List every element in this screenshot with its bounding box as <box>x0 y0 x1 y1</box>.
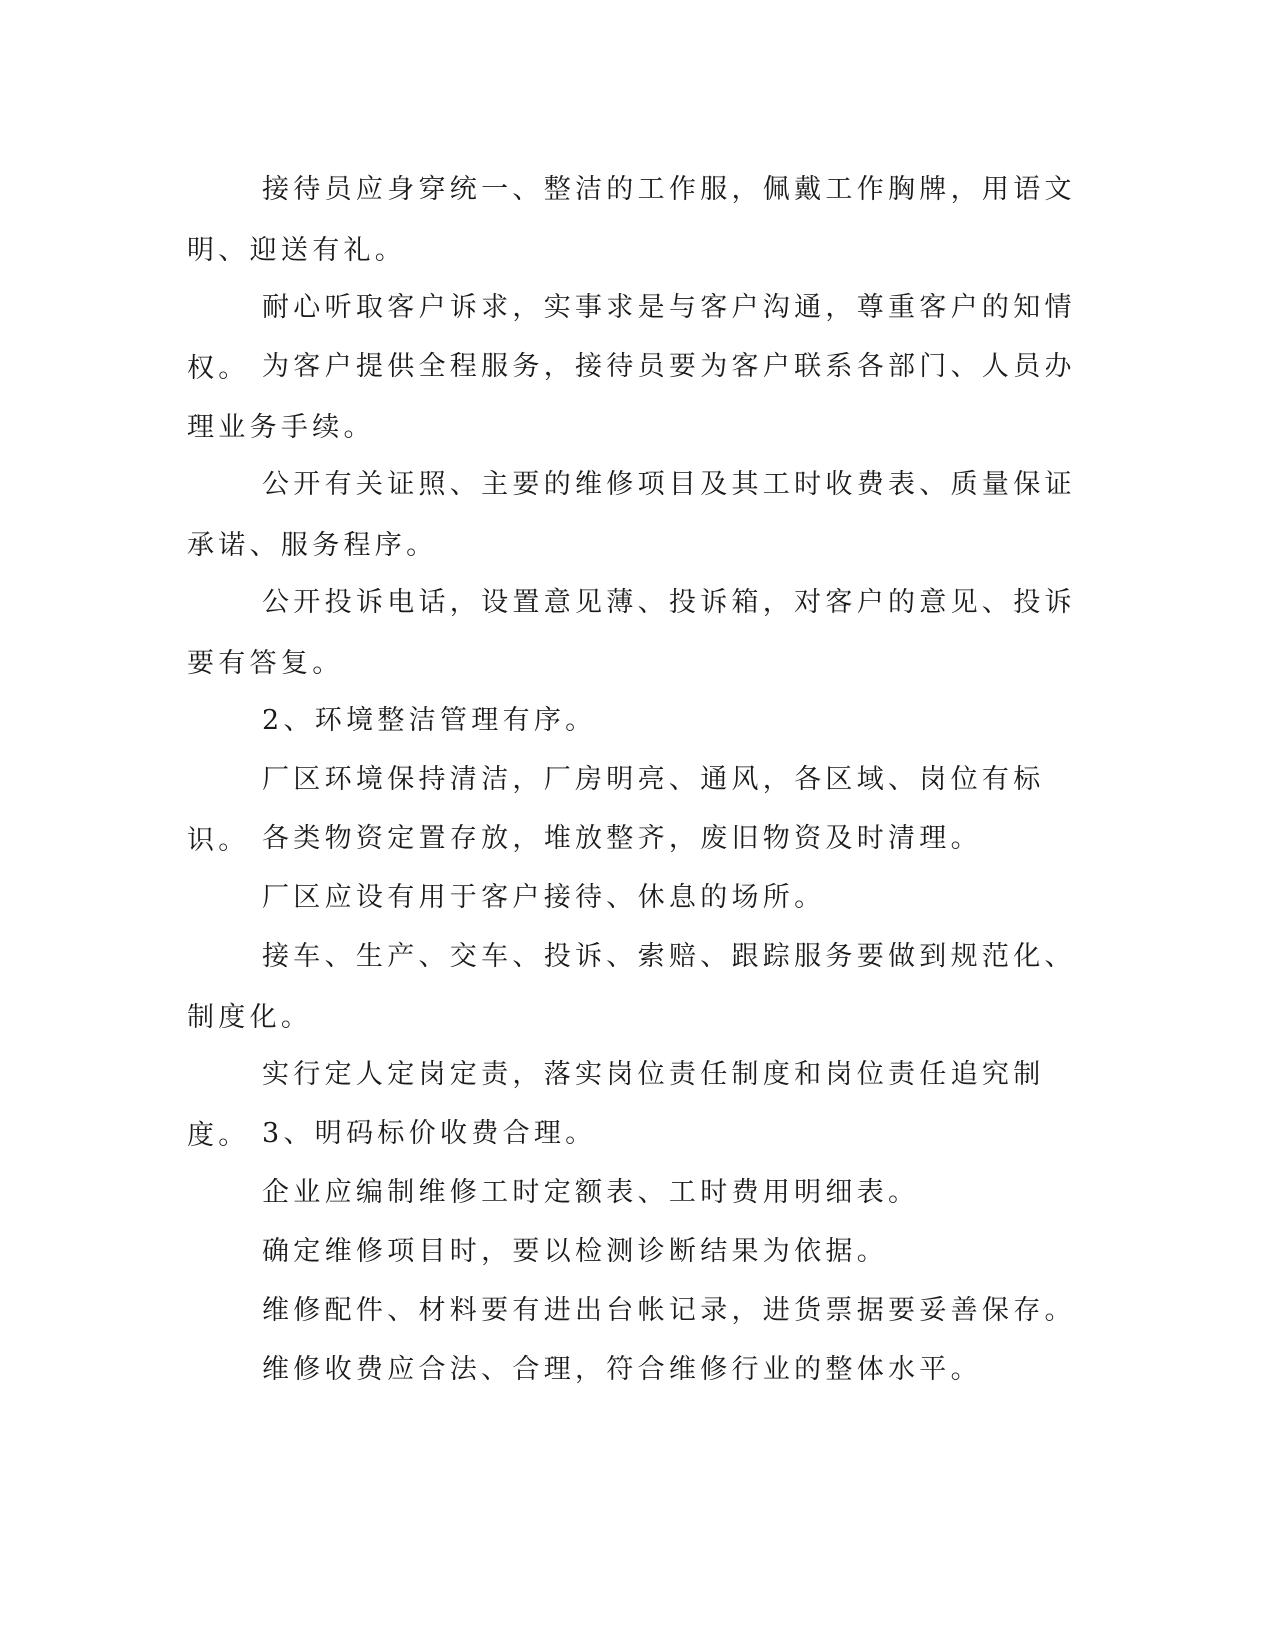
paragraph-public-licenses: 公开有关证照、主要的维修项目及其工时收费表、质量保证承诺、服务程序。 <box>187 469 1076 561</box>
section-heading-pricing: 3、明码标价收费合理。 <box>262 1118 597 1149</box>
paragraph-complaint-channels: 公开投诉电话，设置意见薄、投诉箱，对客户的意见、投诉要有答复。 <box>187 587 1076 679</box>
paragraph-material-storage: 各类物资定置存放，堆放整齐，废旧物资及时清理。 <box>262 823 982 854</box>
paragraph-labor-rate-tables: 企业应编制维修工时定额表、工时费用明细表。 <box>262 1177 920 1208</box>
paragraph-parts-records: 维修配件、材料要有进出台帐记录，进货票据要妥善保存。 <box>262 1295 1076 1326</box>
paragraph-full-service: 为客户提供全程服务，接待员要为客户联系各部门、人员办理业务手续。 <box>187 351 1076 443</box>
paragraph-standardized-service: 接车、生产、交车、投诉、索赔、跟踪服务要做到规范化、制度化。 <box>187 941 1076 1033</box>
section-heading-environment: 2、环境整洁管理有序。 <box>262 705 597 736</box>
paragraph-reasonable-fees: 维修收费应合法、合理，符合维修行业的整体水平。 <box>262 1354 982 1385</box>
paragraph-factory-clean: 厂区环境保持清洁，厂房明亮、通风，各区域、岗位有标识。 <box>187 764 1045 856</box>
paragraph-reception-attire: 接待员应身穿统一、整洁的工作服，佩戴工作胸牌，用语文明、迎送有礼。 <box>187 174 1076 266</box>
paragraph-job-responsibility: 实行定人定岗定责，落实岗位责任制度和岗位责任追究制度。 <box>187 1059 1045 1151</box>
paragraph-listen-to-customers: 耐心听取客户诉求，实事求是与客户沟通，尊重客户的知情权。 <box>187 292 1076 384</box>
paragraph-diagnosis-basis: 确定维修项目时，要以检测诊断结果为依据。 <box>262 1236 888 1267</box>
paragraph-reception-area: 厂区应设有用于客户接待、休息的场所。 <box>262 882 826 913</box>
